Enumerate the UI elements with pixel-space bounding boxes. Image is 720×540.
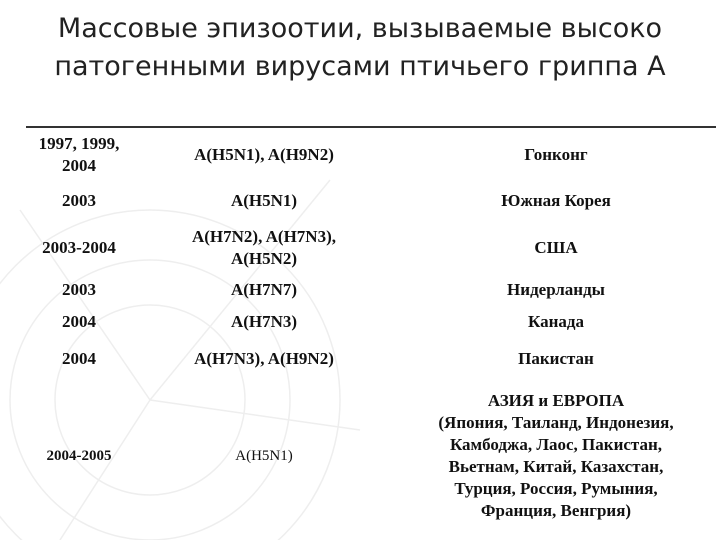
place-cell bbox=[396, 221, 716, 275]
years-line: 2004 bbox=[62, 155, 96, 175]
place-line: Гонконг bbox=[524, 144, 588, 164]
years-line: 2003 bbox=[62, 191, 96, 210]
strain-line: A(H5N2) bbox=[230, 249, 298, 268]
place-line: Пакистан bbox=[518, 349, 594, 368]
place-cell bbox=[396, 379, 716, 533]
years-line: 2004-2005 bbox=[46, 448, 112, 464]
table-row bbox=[26, 275, 716, 305]
years-cell bbox=[26, 339, 132, 379]
place-line: США bbox=[534, 238, 578, 257]
title-line-2: патогенными вирусами птичьего гриппа А bbox=[54, 51, 666, 82]
strain-line: A(H7N2), A(H7N3), bbox=[191, 227, 336, 246]
years-cell bbox=[26, 127, 132, 181]
strain-line: A(H7N3), A(H9N2) bbox=[194, 349, 334, 368]
years-cell bbox=[26, 379, 132, 533]
place-cell bbox=[396, 275, 716, 305]
years-cell bbox=[26, 275, 132, 305]
place-line: Канада bbox=[528, 312, 584, 331]
place-cell bbox=[396, 305, 716, 339]
years-line: 2004 bbox=[62, 349, 96, 368]
place-line: Турция, Россия, Румыния, bbox=[454, 479, 658, 498]
strain-cell bbox=[132, 181, 396, 221]
years-line: 2003-2004 bbox=[42, 238, 116, 257]
place-cell bbox=[396, 339, 716, 379]
page-title bbox=[20, 10, 700, 86]
years-line: 1997, 1999, bbox=[38, 133, 120, 153]
place-line: Нидерланды bbox=[507, 280, 605, 299]
table-row bbox=[26, 305, 716, 339]
place-line: Вьетнам, Китай, Казахстан, bbox=[448, 457, 664, 476]
table-row bbox=[26, 221, 716, 275]
place-line: Южная Корея bbox=[501, 191, 611, 210]
strain-line: A(H7N3) bbox=[230, 312, 298, 331]
table-row bbox=[26, 127, 716, 181]
years-cell bbox=[26, 305, 132, 339]
strain-cell bbox=[132, 379, 396, 533]
years-cell bbox=[26, 181, 132, 221]
place-cell bbox=[396, 181, 716, 221]
years-cell bbox=[26, 221, 132, 275]
place-line: Франция, Венгрия) bbox=[480, 501, 632, 520]
place-line: (Япония, Таиланд, Индонезия, bbox=[438, 413, 674, 432]
place-cell bbox=[396, 127, 716, 181]
strain-line: A(H7N7) bbox=[230, 280, 298, 299]
place-line: АЗИЯ и ЕВРОПА bbox=[487, 391, 625, 410]
strain-cell bbox=[132, 221, 396, 275]
strain-cell bbox=[132, 305, 396, 339]
strain-cell bbox=[132, 339, 396, 379]
title-line-1: Массовые эпизоотии, вызываемые высоко bbox=[57, 13, 663, 44]
strain-line: A(H5N1), A(H9N2) bbox=[194, 144, 334, 164]
place-line: Камбоджа, Лаос, Пакистан, bbox=[449, 435, 663, 454]
epizootics-table bbox=[26, 126, 716, 533]
table-row bbox=[26, 339, 716, 379]
years-line: 2003 bbox=[62, 280, 96, 299]
strain-line: A(H5N1) bbox=[235, 448, 293, 464]
table-row bbox=[26, 181, 716, 221]
strain-cell bbox=[132, 127, 396, 181]
years-line: 2004 bbox=[62, 312, 96, 331]
strain-line: A(H5N1) bbox=[230, 191, 298, 210]
table-row bbox=[26, 379, 716, 533]
strain-cell bbox=[132, 275, 396, 305]
